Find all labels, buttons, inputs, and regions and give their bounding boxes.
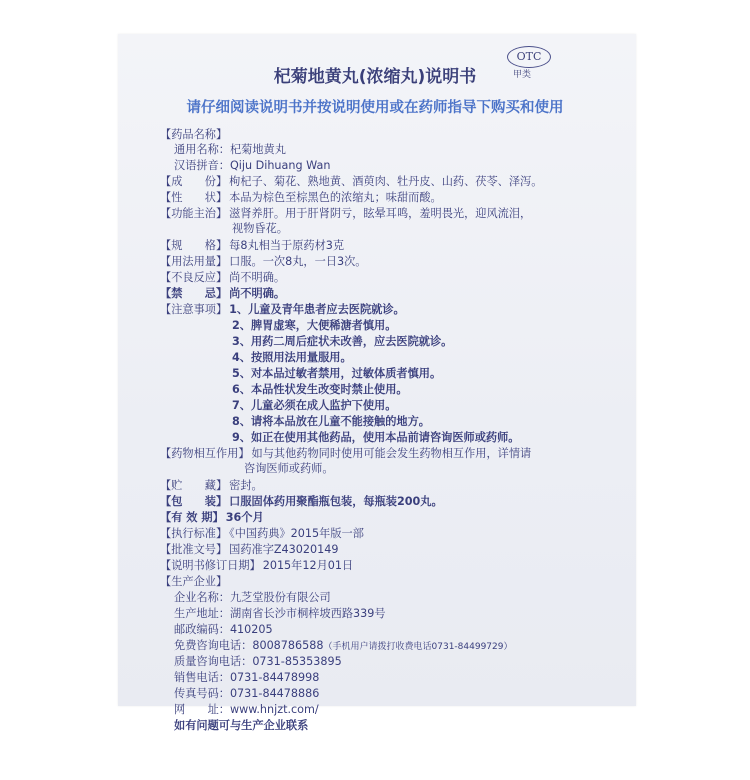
note-item: 7、儿童必须在成人监护下使用。 xyxy=(232,399,397,412)
note-item: 3、用药二周后症状未改善，应去医院就诊。 xyxy=(232,335,453,348)
contact-note: 如有问题可与生产企业联系 xyxy=(174,719,309,732)
otc-class-label: 甲类 xyxy=(513,70,532,80)
note-item: 1、儿童及青年患者应去医院就诊。 xyxy=(229,303,405,316)
spec-value: 每8丸相当于原药材3克 xyxy=(229,239,345,252)
function-row xyxy=(160,206,531,221)
notes-row xyxy=(160,302,405,317)
common-name: 通用名称：杞菊地黄丸 xyxy=(174,143,286,156)
usage-value: 口服。一次8丸，一日3次。 xyxy=(229,255,367,268)
approval-value: 国药准字Z43020149 xyxy=(229,543,339,556)
properties-row xyxy=(160,190,442,205)
note-item: 6、本品性状发生改变时禁止使用。 xyxy=(232,383,408,396)
note-item: 4、按照用法用量服用。 xyxy=(232,351,352,364)
function-label: 【功能主治】 xyxy=(160,207,228,220)
spec-label: 【规 格】 xyxy=(160,239,228,252)
postcode: 邮政编码：410205 xyxy=(174,623,273,636)
adverse-value: 尚不明确。 xyxy=(229,271,286,284)
standard-row xyxy=(160,526,364,541)
approval-label: 【批准文号】 xyxy=(160,543,228,556)
function-value-cont: 视物昏花。 xyxy=(232,222,288,235)
free-hotline-note: （手机用户请拨打收费电话0731-84499729） xyxy=(323,642,513,652)
storage-row xyxy=(160,478,263,493)
standard-label: 【执行标准】 xyxy=(160,527,228,540)
properties-label: 【性 状】 xyxy=(160,191,228,204)
otc-badge: OTC xyxy=(507,46,551,68)
revision-label: 【说明书修订日期】 xyxy=(160,559,261,572)
ingredients-label: 【成 份】 xyxy=(160,175,228,188)
note-item: 5、对本品过敏者禁用，过敏体质者慎用。 xyxy=(232,367,442,380)
website: 网 址：www.hnjzt.com/ xyxy=(174,703,319,716)
free-hotline-number: 8008786588 xyxy=(252,639,324,652)
manufacturer-heading: 【生产企业】 xyxy=(160,575,228,588)
function-value: 滋肾养肝。用于肝肾阴亏，眩晕耳鸣，羞明畏光，迎风流泪， xyxy=(229,207,532,220)
adverse-row xyxy=(160,270,285,285)
storage-value: 密封。 xyxy=(229,479,263,492)
package-row xyxy=(160,494,443,509)
interaction-value: 如与其他药物同时使用可能会发生药物相互作用，详情请 xyxy=(251,447,532,460)
company-name: 企业名称：九芝堂股份有限公司 xyxy=(174,591,331,604)
notes-label: 【注意事项】 xyxy=(160,303,228,316)
usage-warning: 请仔细阅读说明书并按说明使用或在药师指导下购买和使用 xyxy=(186,100,564,116)
note-item: 9、如正在使用其他药品，使用本品前请咨询医师或药师。 xyxy=(232,431,520,444)
properties-value: 本品为棕色至棕黑色的浓缩丸；味甜而酸。 xyxy=(229,191,442,204)
approval-row xyxy=(160,542,339,557)
contra-row xyxy=(160,286,285,301)
ingredients-row xyxy=(160,174,542,189)
note-item: 8、请将本品放在儿童不能接触的地方。 xyxy=(232,415,430,428)
leaflet-title: 杞菊地黄丸(浓缩丸)说明书 xyxy=(273,67,477,87)
adverse-label: 【不良反应】 xyxy=(160,271,228,284)
validity-label: 【有 效 期】 xyxy=(160,511,224,524)
usage-label: 【用法用量】 xyxy=(160,255,228,268)
quality-hotline: 质量咨询电话：0731-85353895 xyxy=(174,655,342,668)
interaction-label: 【药物相互作用】 xyxy=(160,447,250,460)
usage-row xyxy=(160,254,366,269)
free-hotline-label: 免费咨询电话： xyxy=(174,639,253,652)
spec-row xyxy=(160,238,344,253)
package-value: 口服固体药用聚酯瓶包装，每瓶装200丸。 xyxy=(229,495,443,508)
standard-value: 《中国药典》2015年版一部 xyxy=(229,527,364,540)
package-label: 【包 装】 xyxy=(160,495,228,508)
note-item: 2、脾胃虚寒，大便稀溏者慎用。 xyxy=(232,319,397,332)
storage-label: 【贮 藏】 xyxy=(160,479,228,492)
validity-row xyxy=(160,510,264,525)
company-address: 生产地址：湖南省长沙市桐梓坡西路339号 xyxy=(174,607,386,620)
ingredients-value: 枸杞子、菊花、熟地黄、酒萸肉、牡丹皮、山药、茯苓、泽泻。 xyxy=(229,175,543,188)
interaction-row xyxy=(160,446,531,461)
contra-value: 尚不明确。 xyxy=(229,287,286,300)
revision-row xyxy=(160,558,353,573)
drug-name-heading: 【药品名称】 xyxy=(160,128,228,141)
fax-number: 传真号码：0731-84478886 xyxy=(174,687,320,700)
revision-value: 2015年12月01日 xyxy=(262,559,354,572)
validity-value: 36个月 xyxy=(225,511,264,524)
pinyin-name: 汉语拼音：Qiju Dihuang Wan xyxy=(174,159,331,172)
free-hotline-row xyxy=(174,638,512,655)
interaction-value-cont: 咨询医师或药师。 xyxy=(244,462,334,475)
contra-label: 【禁 忌】 xyxy=(160,287,228,300)
sales-phone: 销售电话：0731-84478998 xyxy=(174,671,320,684)
